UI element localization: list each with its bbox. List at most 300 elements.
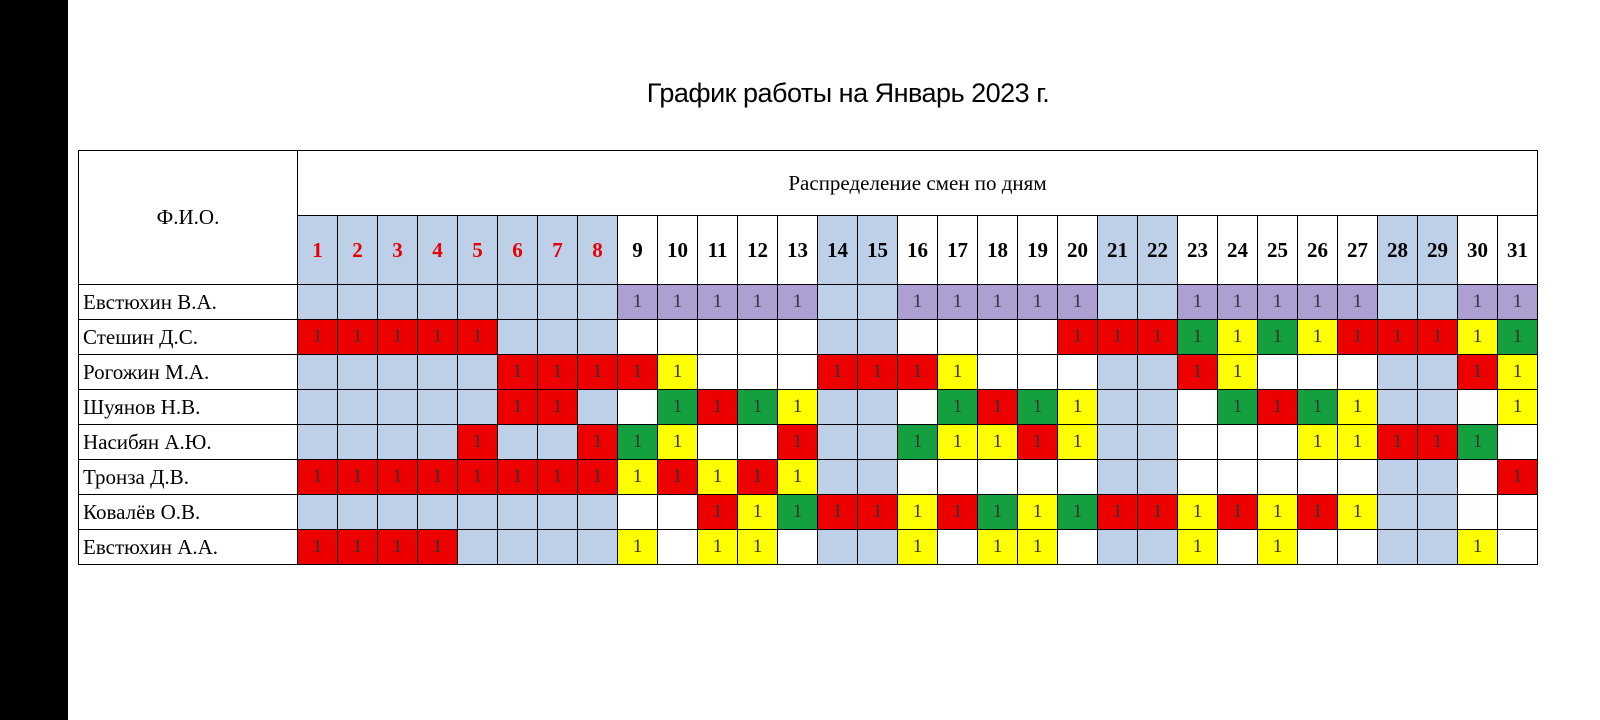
employee-name: Ковалёв О.В. <box>79 495 298 530</box>
shift-cell: 1 <box>378 530 418 565</box>
shift-cell: 1 <box>1018 285 1058 320</box>
shift-cell: 1 <box>938 425 978 460</box>
shift-cell <box>538 530 578 565</box>
shift-cell: 1 <box>978 425 1018 460</box>
shift-cell <box>458 390 498 425</box>
table-row <box>79 320 1538 355</box>
shift-cell: 1 <box>938 355 978 390</box>
shift-cell: 1 <box>1298 390 1338 425</box>
shift-cell: 1 <box>1218 390 1258 425</box>
shift-cell: 1 <box>1258 495 1298 530</box>
shift-cell <box>658 495 698 530</box>
shift-cell: 1 <box>778 285 818 320</box>
shift-cell: 1 <box>338 320 378 355</box>
shift-cell <box>1498 425 1538 460</box>
shift-cell <box>538 320 578 355</box>
day-header-24: 24 <box>1218 216 1258 285</box>
shift-cell <box>1258 425 1298 460</box>
day-header-28: 28 <box>1378 216 1418 285</box>
shift-cell <box>978 355 1018 390</box>
shift-cell <box>818 460 858 495</box>
shift-cell <box>418 390 458 425</box>
shift-cell: 1 <box>498 390 538 425</box>
shift-cell <box>618 320 658 355</box>
shift-cell <box>1298 460 1338 495</box>
shift-cell: 1 <box>978 390 1018 425</box>
shift-cell <box>578 530 618 565</box>
day-header-12: 12 <box>738 216 778 285</box>
shift-cell: 1 <box>618 530 658 565</box>
shift-cell <box>418 495 458 530</box>
day-header-15: 15 <box>858 216 898 285</box>
shift-cell: 1 <box>738 495 778 530</box>
shift-cell: 1 <box>1138 495 1178 530</box>
shift-cell: 1 <box>1298 285 1338 320</box>
shift-cell <box>778 320 818 355</box>
shift-cell <box>858 285 898 320</box>
shift-cell <box>1178 425 1218 460</box>
shift-cell <box>498 285 538 320</box>
schedule-body <box>79 285 1538 565</box>
employee-name: Евстюхин В.А. <box>79 285 298 320</box>
shift-cell <box>698 425 738 460</box>
shift-cell: 1 <box>1298 320 1338 355</box>
employee-name: Рогожин М.А. <box>79 355 298 390</box>
shift-cell: 1 <box>858 495 898 530</box>
shift-cell: 1 <box>778 425 818 460</box>
shift-cell: 1 <box>498 460 538 495</box>
shift-cell <box>898 460 938 495</box>
shift-cell: 1 <box>898 530 938 565</box>
shift-cell: 1 <box>1378 425 1418 460</box>
shift-cell: 1 <box>1178 285 1218 320</box>
day-header-16: 16 <box>898 216 938 285</box>
shift-cell: 1 <box>418 320 458 355</box>
shift-cell: 1 <box>378 320 418 355</box>
shift-cell <box>1018 355 1058 390</box>
shift-cell: 1 <box>458 425 498 460</box>
shift-cell: 1 <box>1018 495 1058 530</box>
shift-cell <box>458 530 498 565</box>
shift-cell <box>1458 460 1498 495</box>
day-header-22: 22 <box>1138 216 1178 285</box>
shift-cell <box>1298 355 1338 390</box>
shift-cell <box>458 355 498 390</box>
shift-cell: 1 <box>1298 495 1338 530</box>
shift-cell: 1 <box>898 285 938 320</box>
shift-cell <box>298 425 338 460</box>
day-header-20: 20 <box>1058 216 1098 285</box>
shift-cell: 1 <box>418 460 458 495</box>
shift-cell <box>538 285 578 320</box>
shift-cell: 1 <box>1258 285 1298 320</box>
day-header-30: 30 <box>1458 216 1498 285</box>
shift-cell <box>1098 390 1138 425</box>
shift-cell: 1 <box>298 460 338 495</box>
shift-cell <box>1378 355 1418 390</box>
day-header-23: 23 <box>1178 216 1218 285</box>
shift-cell: 1 <box>338 530 378 565</box>
shift-cell <box>298 390 338 425</box>
shift-cell <box>338 285 378 320</box>
shift-cell <box>538 425 578 460</box>
shift-cell: 1 <box>938 495 978 530</box>
day-header-18: 18 <box>978 216 1018 285</box>
shift-cell <box>298 285 338 320</box>
shift-cell: 1 <box>618 355 658 390</box>
shift-cell: 1 <box>1178 320 1218 355</box>
shift-cell: 1 <box>298 530 338 565</box>
shift-cell: 1 <box>1338 285 1378 320</box>
shift-cell: 1 <box>658 390 698 425</box>
shift-cell <box>1098 530 1138 565</box>
shift-cell <box>1138 425 1178 460</box>
shift-cell <box>338 495 378 530</box>
shift-cell: 1 <box>898 495 938 530</box>
shift-cell: 1 <box>1458 425 1498 460</box>
shift-cell: 1 <box>1018 425 1058 460</box>
shift-cell: 1 <box>298 320 338 355</box>
shift-cell: 1 <box>698 530 738 565</box>
shift-cell <box>1338 355 1378 390</box>
shift-cell <box>418 355 458 390</box>
shift-cell <box>1418 355 1458 390</box>
shift-cell <box>1018 320 1058 355</box>
shift-cell: 1 <box>1058 495 1098 530</box>
shift-cell <box>1058 530 1098 565</box>
shift-cell <box>578 390 618 425</box>
day-header-2: 2 <box>338 216 378 285</box>
shift-cell: 1 <box>658 285 698 320</box>
shift-cell <box>618 495 658 530</box>
shift-cell <box>378 495 418 530</box>
day-header-31: 31 <box>1498 216 1538 285</box>
shift-cell <box>298 495 338 530</box>
shift-cell <box>1098 425 1138 460</box>
shift-cell <box>578 285 618 320</box>
shift-cell: 1 <box>1178 495 1218 530</box>
shift-cell: 1 <box>618 460 658 495</box>
shift-cell <box>338 355 378 390</box>
shift-cell: 1 <box>658 425 698 460</box>
schedule-table <box>78 150 1538 565</box>
shift-cell: 1 <box>978 495 1018 530</box>
shift-cell <box>738 320 778 355</box>
employee-name: Шуянов Н.В. <box>79 390 298 425</box>
shift-cell <box>818 530 858 565</box>
shift-cell: 1 <box>1098 320 1138 355</box>
shift-cell: 1 <box>1218 355 1258 390</box>
shift-cell: 1 <box>1258 390 1298 425</box>
shift-cell <box>498 425 538 460</box>
shift-cell: 1 <box>1458 285 1498 320</box>
shift-cell: 1 <box>1458 320 1498 355</box>
shift-cell <box>818 390 858 425</box>
shift-cell: 1 <box>538 355 578 390</box>
shift-cell: 1 <box>1458 355 1498 390</box>
shift-cell <box>818 425 858 460</box>
document-page <box>68 0 1600 720</box>
shift-cell: 1 <box>1058 390 1098 425</box>
day-header-5: 5 <box>458 216 498 285</box>
day-header-13: 13 <box>778 216 818 285</box>
table-row <box>79 285 1538 320</box>
shift-cell <box>1098 285 1138 320</box>
day-header-21: 21 <box>1098 216 1138 285</box>
shift-cell: 1 <box>618 285 658 320</box>
shift-cell <box>538 495 578 530</box>
shift-cell: 1 <box>1498 460 1538 495</box>
shift-cell <box>1418 285 1458 320</box>
shift-cell: 1 <box>458 320 498 355</box>
shift-cell <box>498 530 538 565</box>
shift-cell <box>378 355 418 390</box>
shift-cell: 1 <box>738 285 778 320</box>
fio-header: Ф.И.О. <box>79 151 298 285</box>
shift-cell: 1 <box>1218 320 1258 355</box>
shift-cell: 1 <box>1178 530 1218 565</box>
shift-cell: 1 <box>1018 390 1058 425</box>
table-row <box>79 355 1538 390</box>
shift-cell: 1 <box>1418 320 1458 355</box>
day-header-1: 1 <box>298 216 338 285</box>
shift-cell <box>1178 390 1218 425</box>
shift-cell: 1 <box>1058 285 1098 320</box>
shift-cell: 1 <box>1378 320 1418 355</box>
shift-cell: 1 <box>858 355 898 390</box>
shift-cell: 1 <box>778 460 818 495</box>
day-header-9: 9 <box>618 216 658 285</box>
shift-cell: 1 <box>578 355 618 390</box>
shift-cell <box>1138 390 1178 425</box>
shift-cell: 1 <box>778 390 818 425</box>
shift-cell <box>1418 390 1458 425</box>
shift-cell <box>818 320 858 355</box>
shift-cell: 1 <box>1338 425 1378 460</box>
shift-cell <box>1338 460 1378 495</box>
shift-cell: 1 <box>978 530 1018 565</box>
employee-name: Тронза Д.В. <box>79 460 298 495</box>
shift-cell: 1 <box>898 425 938 460</box>
shift-cell <box>1378 460 1418 495</box>
shift-cell <box>1218 530 1258 565</box>
shift-cell: 1 <box>578 460 618 495</box>
shift-cell <box>1138 355 1178 390</box>
shift-cell: 1 <box>538 460 578 495</box>
day-header-17: 17 <box>938 216 978 285</box>
shift-cell: 1 <box>1138 320 1178 355</box>
day-header-7: 7 <box>538 216 578 285</box>
shift-cell: 1 <box>338 460 378 495</box>
shift-cell <box>738 355 778 390</box>
shift-cell: 1 <box>538 390 578 425</box>
shift-cell <box>1138 460 1178 495</box>
day-header-14: 14 <box>818 216 858 285</box>
shift-cell <box>658 320 698 355</box>
shift-cell: 1 <box>898 355 938 390</box>
shift-cell: 1 <box>818 355 858 390</box>
shift-cell: 1 <box>738 530 778 565</box>
shift-cell <box>1178 460 1218 495</box>
shift-cell <box>1258 355 1298 390</box>
shift-cell <box>858 530 898 565</box>
shift-cell <box>418 425 458 460</box>
shift-cell <box>1058 460 1098 495</box>
shift-cell <box>1098 460 1138 495</box>
shift-cell <box>458 285 498 320</box>
shift-cell: 1 <box>1178 355 1218 390</box>
day-header-10: 10 <box>658 216 698 285</box>
shift-cell <box>1258 460 1298 495</box>
shift-cell <box>298 355 338 390</box>
day-header-4: 4 <box>418 216 458 285</box>
day-header-8: 8 <box>578 216 618 285</box>
shift-cell: 1 <box>738 390 778 425</box>
shift-cell: 1 <box>1258 530 1298 565</box>
shift-cell <box>778 530 818 565</box>
day-header-19: 19 <box>1018 216 1058 285</box>
day-header-6: 6 <box>498 216 538 285</box>
shift-cell: 1 <box>1498 390 1538 425</box>
shift-cell: 1 <box>778 495 818 530</box>
shift-cell: 1 <box>1258 320 1298 355</box>
shift-cell <box>1498 530 1538 565</box>
day-header-29: 29 <box>1418 216 1458 285</box>
shift-cell <box>1378 495 1418 530</box>
shift-cell <box>1058 355 1098 390</box>
shift-cell: 1 <box>1218 495 1258 530</box>
shift-cell: 1 <box>658 460 698 495</box>
shift-cell <box>738 425 778 460</box>
day-header-11: 11 <box>698 216 738 285</box>
shift-cell: 1 <box>938 285 978 320</box>
shift-cell: 1 <box>1298 425 1338 460</box>
shift-cell <box>1378 390 1418 425</box>
shift-cell <box>1138 530 1178 565</box>
shift-cell: 1 <box>1458 530 1498 565</box>
shift-cell <box>1218 460 1258 495</box>
shift-cell <box>898 320 938 355</box>
shift-cell: 1 <box>1498 285 1538 320</box>
shift-cell: 1 <box>618 425 658 460</box>
shift-cell: 1 <box>1058 425 1098 460</box>
day-header-25: 25 <box>1258 216 1298 285</box>
shift-cell <box>578 495 618 530</box>
shift-cell <box>658 530 698 565</box>
shift-cell: 1 <box>578 425 618 460</box>
shift-cell <box>818 285 858 320</box>
shift-cell <box>1298 530 1338 565</box>
employee-name: Насибян А.Ю. <box>79 425 298 460</box>
table-row <box>79 460 1538 495</box>
shift-cell <box>1338 530 1378 565</box>
table-row <box>79 495 1538 530</box>
shift-cell <box>898 390 938 425</box>
shift-cell <box>978 460 1018 495</box>
shift-cell <box>1378 285 1418 320</box>
shift-cell: 1 <box>1338 320 1378 355</box>
shift-cell <box>498 320 538 355</box>
shift-cell <box>498 495 538 530</box>
shift-cell: 1 <box>738 460 778 495</box>
shift-cell: 1 <box>498 355 538 390</box>
shift-cell: 1 <box>378 460 418 495</box>
shift-cell <box>418 285 458 320</box>
shift-cell <box>338 390 378 425</box>
shift-cell <box>778 355 818 390</box>
shift-cell <box>1018 460 1058 495</box>
shift-cell: 1 <box>1338 495 1378 530</box>
shift-cell: 1 <box>458 460 498 495</box>
day-number-row <box>79 216 1538 285</box>
shift-cell <box>1218 425 1258 460</box>
shift-cell: 1 <box>1498 320 1538 355</box>
shift-cell <box>1498 495 1538 530</box>
day-header-27: 27 <box>1338 216 1378 285</box>
table-row <box>79 425 1538 460</box>
shift-cell: 1 <box>658 355 698 390</box>
table-row <box>79 390 1538 425</box>
shift-cell: 1 <box>1498 355 1538 390</box>
shift-cell <box>578 320 618 355</box>
header-row-top <box>79 151 1538 216</box>
shift-cell <box>1458 495 1498 530</box>
table-row <box>79 530 1538 565</box>
shift-cell <box>378 390 418 425</box>
shift-cell: 1 <box>1058 320 1098 355</box>
shift-cell: 1 <box>418 530 458 565</box>
shift-cell <box>978 320 1018 355</box>
shift-cell <box>1378 530 1418 565</box>
shift-cell <box>858 460 898 495</box>
employee-name: Евстюхин А.А. <box>79 530 298 565</box>
shift-cell: 1 <box>978 285 1018 320</box>
shift-cell: 1 <box>1418 425 1458 460</box>
shift-cell <box>938 460 978 495</box>
shift-cell <box>1458 390 1498 425</box>
shift-cell <box>858 425 898 460</box>
shift-cell: 1 <box>938 390 978 425</box>
shift-cell <box>698 355 738 390</box>
shift-cell: 1 <box>1098 495 1138 530</box>
shift-cell: 1 <box>698 460 738 495</box>
shift-cell <box>1098 355 1138 390</box>
shift-cell <box>858 320 898 355</box>
shift-cell <box>458 495 498 530</box>
shift-cell <box>938 320 978 355</box>
employee-name: Стешин Д.С. <box>79 320 298 355</box>
shift-cell: 1 <box>1018 530 1058 565</box>
shift-cell <box>1138 285 1178 320</box>
shift-cell: 1 <box>1218 285 1258 320</box>
shift-cell <box>1418 495 1458 530</box>
shift-cell <box>1418 530 1458 565</box>
shift-cell: 1 <box>1338 390 1378 425</box>
shift-cell <box>1418 460 1458 495</box>
shift-cell <box>858 390 898 425</box>
shift-cell: 1 <box>698 285 738 320</box>
shift-cell: 1 <box>698 495 738 530</box>
shift-cell <box>378 285 418 320</box>
shift-cell <box>618 390 658 425</box>
shift-cell <box>938 530 978 565</box>
shift-cell <box>378 425 418 460</box>
shift-cell <box>698 320 738 355</box>
page-title: График работы на Январь 2023 г. <box>646 78 1050 108</box>
shift-distribution-header: Распределение смен по дням <box>298 151 1538 216</box>
day-header-26: 26 <box>1298 216 1338 285</box>
shift-cell: 1 <box>698 390 738 425</box>
